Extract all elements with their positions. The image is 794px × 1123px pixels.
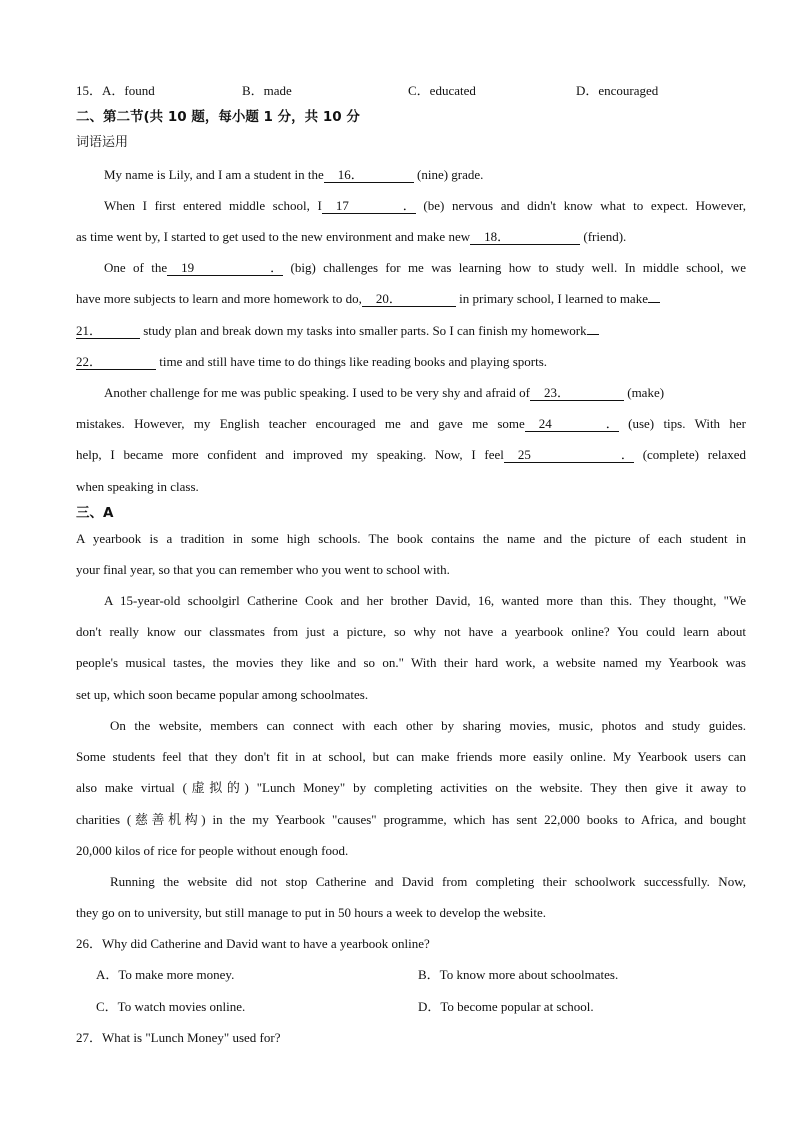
option-b: B．made xyxy=(242,83,292,98)
blank-24[interactable]: 24． xyxy=(525,417,619,432)
option-d: D．encouraged xyxy=(576,83,659,98)
paragraph-2-line-2: as time went by, I started to get used to the new environment and make new 18． (friend). xyxy=(76,229,627,244)
passage-line: people's musical tastes, the movies they like and so on." With their hard work, a website named my Yearbook was xyxy=(76,655,746,670)
blank-21[interactable]: 21． xyxy=(76,324,140,339)
option-a: A．To make more money. xyxy=(96,967,235,982)
blank-22[interactable]: 22． xyxy=(76,355,156,370)
paragraph-2-line-1: When I first entered middle school, I 17． (be) nervous and didn't know what to expect. However, xyxy=(104,198,746,213)
blank-17[interactable]: 17． xyxy=(322,199,416,214)
option-d: D．To become popular at school. xyxy=(418,999,594,1014)
paragraph-4-line-2: mistakes. However, my English teacher encouraged me and gave me some 24． (use) tips. With her xyxy=(76,416,746,431)
passage-line: don't really know our classmates from just a picture, so why not have a yearbook online? You could learn about xyxy=(76,624,746,639)
blank-20[interactable]: 20． xyxy=(362,292,456,307)
option-b: B．To know more about schoolmates. xyxy=(418,967,619,982)
blank-23[interactable]: 23． xyxy=(530,386,624,401)
passage-line: set up, which soon became popular among schoolmates. xyxy=(76,687,369,702)
paragraph-4-line-1: Another challenge for me was public speaking. I used to be very shy and afraid of 23． (make) xyxy=(104,385,665,400)
passage-line: your final year, so that you can remember who you went to school with. xyxy=(76,562,450,577)
paragraph-4-line-3: help, I became more confident and improved my speaking. Now, I feel 25． (complete) relaxed xyxy=(76,447,746,462)
question-26: 26．Why did Catherine and David want to have a yearbook online? xyxy=(76,936,430,951)
question-number: 15． xyxy=(76,83,103,98)
option-c: C．educated xyxy=(408,83,476,98)
question-27: 27．What is "Lunch Money" used for? xyxy=(76,1030,281,1045)
section-3-title: 三、A xyxy=(76,505,114,521)
paragraph-3-line-1: One of the 19． (big) challenges for me was learning how to study well. In middle school, we xyxy=(104,260,746,275)
passage-line: On the website, members can connect with each other by sharing movies, music, photos and study guides. xyxy=(110,718,746,733)
section-2-subtitle: 词语运用 xyxy=(76,135,129,150)
passage-line: Some students feel that they don't fit in at school, but can make friends more easily online. My Yearbook users can xyxy=(76,749,746,764)
section-2-title: 二、第二节(共 10 题，每小题 1 分，共 10 分 xyxy=(76,109,360,125)
paragraph-3-line-3: 21． study plan and break down my tasks into smaller parts. So I can finish my homework xyxy=(76,322,746,340)
passage-line: they go on to university, but still manage to put in 50 hours a week to develop the website. xyxy=(76,905,546,920)
passage-line: charities (慈善机构) in the my Yearbook "causes" programme, which has sent 22,000 books to Africa, and bought xyxy=(76,812,746,827)
passage-line: A yearbook is a tradition in some high schools. The book contains the name and the picture of each student in xyxy=(76,531,746,546)
passage-line: 20,000 kilos of rice for people without enough food. xyxy=(76,843,349,858)
blank-25[interactable]: 25． xyxy=(504,448,634,463)
paragraph-1-line: My name is Lily, and I am a student in the 16． (nine) grade. xyxy=(104,167,484,182)
paragraph-3-line-2: have more subjects to learn and more homework to do, 20． in primary school, I learned to make xyxy=(76,290,746,308)
option-c: C．To watch movies online. xyxy=(96,999,246,1014)
passage-line: A 15-year-old schoolgirl Catherine Cook and her brother David, 16, wanted more than this. They thought, "We xyxy=(104,593,746,608)
blank-18[interactable]: 18． xyxy=(470,230,580,245)
blank-16[interactable]: 16． xyxy=(324,168,414,183)
blank-19[interactable]: 19． xyxy=(167,261,283,276)
passage-line: also make virtual (虚拟的) "Lunch Money" by completing activities on the website. They then give it away to xyxy=(76,780,746,795)
paragraph-4-line-4: when speaking in class. xyxy=(76,479,199,494)
passage-line: Running the website did not stop Catherine and David from completing their schoolwork successfully. Now, xyxy=(110,874,746,889)
paragraph-3-line-4: 22． time and still have time to do things like reading books and playing sports. xyxy=(76,354,548,369)
option-a: A．found xyxy=(102,83,155,98)
